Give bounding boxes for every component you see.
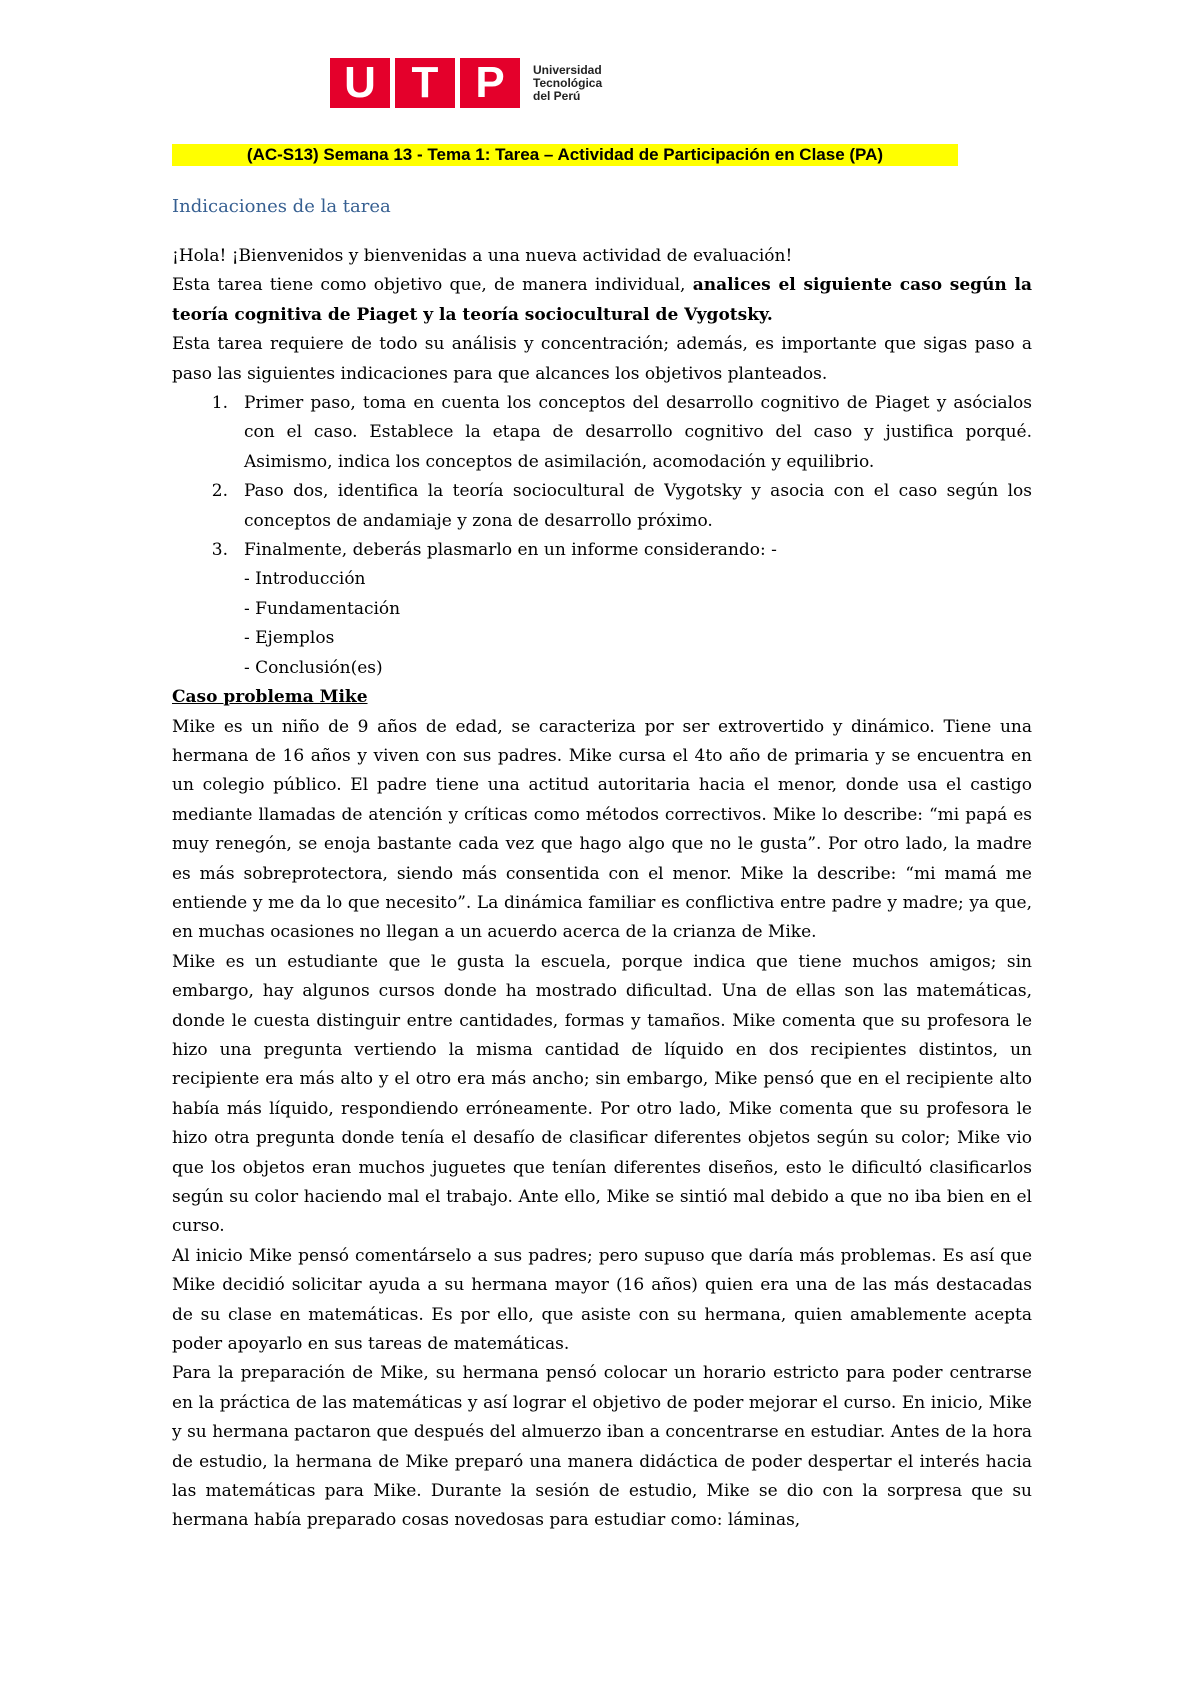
objective-paragraph bbox=[172, 271, 1032, 330]
list-item: - Ejemplos bbox=[244, 628, 335, 649]
list-item: - Conclusión(es) bbox=[244, 657, 383, 678]
logo-text-line: del Perú bbox=[533, 88, 581, 103]
step-text: Primer paso, toma en cuenta los conceptos del desarrollo cognitivo de Piaget y asócialos con el caso. Establece la etapa de desarrollo cognitivo del caso y justifica porqué. Asimismo, indica los conceptos de asimilación, acomodación y equilibrio. bbox=[244, 393, 1032, 472]
logo-text bbox=[533, 64, 602, 103]
utp-logo bbox=[330, 58, 602, 108]
objective-bold-text: analices el siguiente caso según la teoría cognitiva de Piaget y la teoría sociocultural de Vygotsky. bbox=[172, 275, 1032, 325]
section-heading: Indicaciones de la tarea bbox=[172, 196, 391, 217]
document-body bbox=[172, 242, 1032, 1536]
logo-letter-p: P bbox=[460, 58, 520, 108]
list-item bbox=[172, 389, 1032, 477]
report-items-list bbox=[172, 565, 1032, 683]
step-number: 3. bbox=[211, 540, 228, 561]
logo-text-line: Tecnológica bbox=[533, 75, 603, 90]
document-title: (AC-S13) Semana 13 - Tema 1: Tarea – Actividad de Participación en Clase (PA) bbox=[172, 144, 958, 166]
requirement-paragraph: Esta tarea requiere de todo su análisis y concentración; además, es importante que sigas paso a paso las siguientes indicaciones para que alcances los objetivos planteados. bbox=[172, 334, 1032, 384]
step-number: 1. bbox=[211, 393, 228, 414]
logo-letter-u: U bbox=[330, 58, 390, 108]
case-title: Caso problema Mike bbox=[172, 687, 368, 708]
list-item: - Introducción bbox=[244, 569, 366, 590]
logo-letter-t: T bbox=[395, 58, 455, 108]
objective-text: Esta tarea tiene como objetivo que, de manera individual, bbox=[172, 275, 693, 296]
list-item bbox=[172, 536, 1032, 565]
case-paragraph: Mike es un niño de 9 años de edad, se caracteriza por ser extrovertido y dinámico. Tiene una hermana de 16 años y viven con sus padres. Mike cursa el 4to año de primaria y se encuentra en un colegio público. El padre tiene una actitud autoritaria hacia el menor, donde usa el castigo mediante llamadas de atención y críticas como métodos correctivos. Mike lo describe: “mi papá es muy renegón, se enoja bastante cada vez que hago algo que no le gusta”. Por otro lado, la madre es más sobreprotectora, siendo más consentida con el menor. Mike la describe: “mi mamá me entiende y me da lo que necesito”. La dinámica familiar es conflictiva entre padre y madre; ya que, en muchas ocasiones no llegan a un acuerdo acerca de la crianza de Mike. bbox=[172, 716, 1032, 943]
step-text: Finalmente, deberás plasmarlo en un informe considerando: - bbox=[244, 540, 777, 561]
case-paragraph: Al inicio Mike pensó comentárselo a sus padres; pero supuso que daría más problemas. Es así que Mike decidió solicitar ayuda a su hermana mayor (16 años) quien era una de las más destacadas de su clase en matemáticas. Es por ello, que asiste con su hermana, quien amablemente acepta poder apoyarlo en sus tareas de matemáticas. bbox=[172, 1245, 1032, 1355]
case-paragraph: Mike es un estudiante que le gusta la escuela, porque indica que tiene muchos amigos; sin embargo, hay algunos cursos donde ha mostrado dificultad. Una de ellas son las matemáticas, donde le cuesta distinguir entre cantidades, formas y tamaños. Mike comenta que su profesora le hizo una pregunta vertiendo la misma cantidad de líquido en dos recipientes distintos, un recipiente era más alto y el otro era más ancho; sin embargo, Mike pensó que en el recipiente alto había más líquido, respondiendo erróneamente. Por otro lado, Mike comenta que su profesora le hizo otra pregunta donde tenía el desafío de clasificar diferentes objetos según su color; Mike vio que los objetos eran muchos juguetes que tenían diferentes diseños, esto le dificultó clasificarlos según su color haciendo mal el trabajo. Ante ello, Mike se sintió mal debido a que no iba bien en el curso. bbox=[172, 951, 1032, 1237]
step-text: Paso dos, identifica la teoría sociocultural de Vygotsky y asocia con el caso según los conceptos de andamiaje y zona de desarrollo próximo. bbox=[244, 481, 1032, 531]
step-number: 2. bbox=[211, 481, 228, 502]
logo-text-line: Universidad bbox=[533, 62, 602, 77]
list-item: - Fundamentación bbox=[244, 598, 401, 619]
case-paragraph: Para la preparación de Mike, su hermana pensó colocar un horario estricto para poder centrarse en la práctica de las matemáticas y así lograr el objetivo de poder mejorar el curso. En inicio, Mike y su hermana pactaron que después del almuerzo iban a concentrarse en estudiar. Antes de la hora de estudio, la hermana de Mike preparó una manera didáctica de poder despertar el interés hacia las matemáticas para Mike. Durante la sesión de estudio, Mike se dio con la sorpresa que su hermana había preparado cosas novedosas para estudiar como: láminas, bbox=[172, 1363, 1032, 1531]
steps-list bbox=[172, 389, 1032, 565]
list-item bbox=[172, 477, 1032, 536]
greeting: ¡Hola! ¡Bienvenidos y bienvenidas a una nueva actividad de evaluación! bbox=[172, 246, 793, 266]
